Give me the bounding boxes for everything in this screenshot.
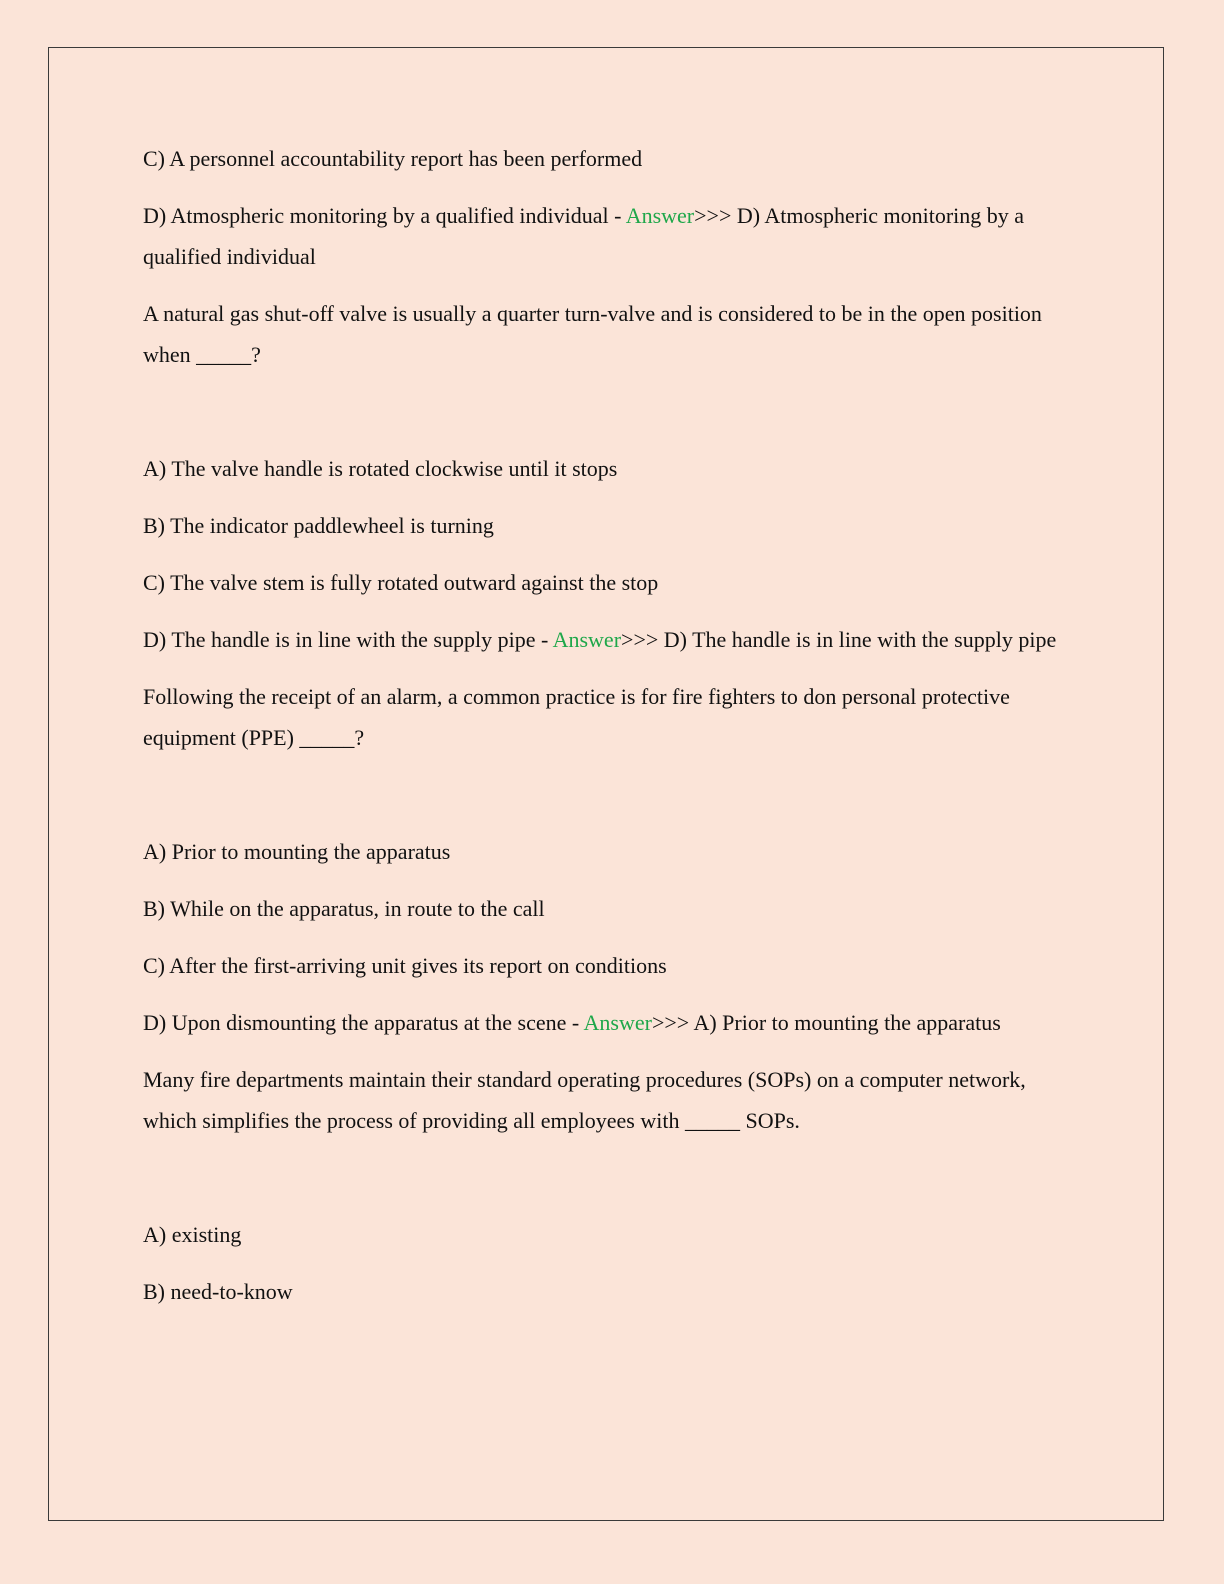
option-d-text: D) The handle is in line with the supply pipe - xyxy=(143,627,553,652)
question-text: Many fire departments maintain their standard operating procedures (SOPs) on a computer network, which simplifies the process of providing all employees with _____ SOPs. xyxy=(143,1067,1026,1133)
question-text: A natural gas shut-off valve is usually a quarter turn-valve and is considered to be in the open position when _____? xyxy=(143,301,1042,367)
document-body xyxy=(143,138,1073,1328)
option-d-with-answer xyxy=(143,619,1073,660)
option-d-text: D) Upon dismounting the apparatus at the scene - xyxy=(143,1010,584,1035)
option-d-with-answer xyxy=(143,1002,1073,1043)
option-b: B) need-to-know xyxy=(143,1279,293,1304)
question-text: Following the receipt of an alarm, a common practice is for fire fighters to don personal protective equipment (PPE) _____? xyxy=(143,684,1010,750)
option-c: C) The valve stem is fully rotated outward against the stop xyxy=(143,570,659,595)
answer-text: >>> A) Prior to mounting the apparatus xyxy=(651,1010,1001,1035)
answer-text: >>> D) Atmospheric monitoring by a qualified individual xyxy=(143,203,1025,269)
spacer xyxy=(143,391,1073,448)
option-c: C) After the first-arriving unit gives its report on conditions xyxy=(143,953,667,978)
option-b: B) The indicator paddlewheel is turning xyxy=(143,513,494,538)
answer-text: >>> D) The handle is in line with the supply pipe xyxy=(621,627,1057,652)
answer-label: Answer xyxy=(552,627,622,652)
option-b: B) While on the apparatus, in route to the call xyxy=(143,896,545,921)
option-c: C) A personnel accountability report has been performed xyxy=(143,146,643,171)
option-a: A) existing xyxy=(143,1222,242,1247)
spacer xyxy=(143,774,1073,831)
option-d-with-answer xyxy=(143,195,1073,277)
answer-label: Answer xyxy=(625,203,695,228)
spacer xyxy=(143,1157,1073,1214)
answer-label: Answer xyxy=(583,1010,652,1035)
option-d-text: D) Atmospheric monitoring by a qualified individual - xyxy=(143,203,626,228)
option-a: A) Prior to mounting the apparatus xyxy=(143,839,451,864)
option-a: A) The valve handle is rotated clockwise until it stops xyxy=(143,456,618,481)
